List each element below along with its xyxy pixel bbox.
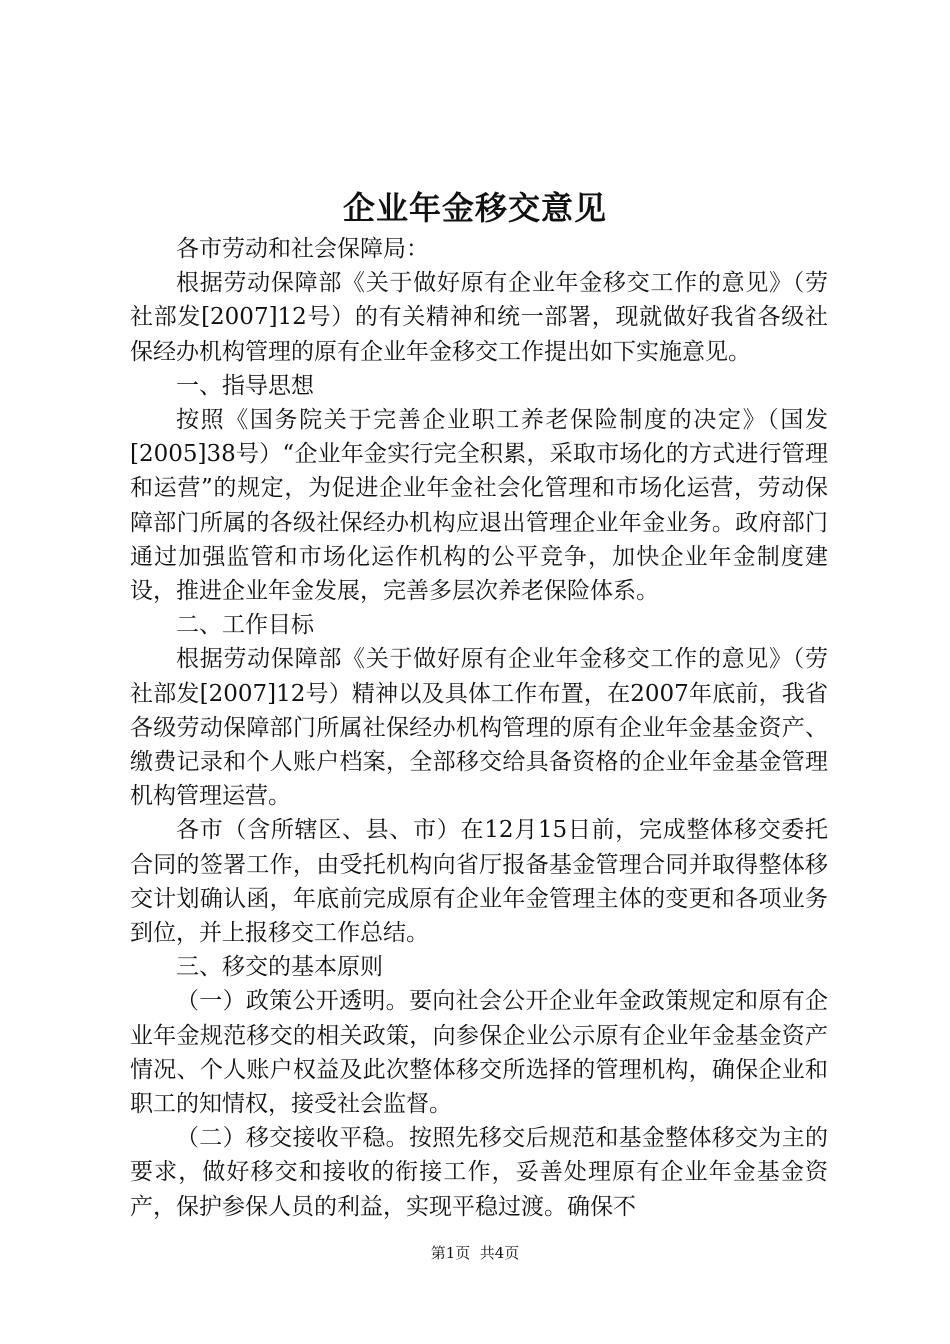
paragraph-guiding-ideology: 按照《国务院关于完善企业职工养老保险制度的决定》（国发[2005]38号）“企业年金实行完全积累，采取市场化的方式进行管理和运营”的规定，为促进企业年金社会化管理和市场化运营，劳动保障部门所属的各级社保经办机构应退出管理企业年金业务。政府部门通过加强监管和市场化运作机构的公平竞争，加快企业年金制度建设，推进企业年金发展，完善多层次养老保险体系。 — [130, 407, 828, 605]
page-footer — [0, 1242, 950, 1264]
page-number: 第1页 共4页 — [430, 1244, 520, 1262]
section-heading-work-goals: 二、工作目标 — [176, 612, 314, 639]
paragraph-principle-2: （二）移交接收平稳。按照先移交后规范和基金整体移交为主的要求，做好移交和接收的衔接工作，妥善处理原有企业年金基金资产，保护参保人员的利益，实现平稳过渡。确保不 — [130, 1125, 828, 1220]
paragraph-principle-1: （一）政策公开透明。要向社会公开企业年金政策规定和原有企业年金规范移交的相关政策，向参保企业公示原有企业年金基金资产情况、个人账户权益及此次整体移交所选择的管理机构，确保企业和职工的知情权，接受社会监督。 — [130, 988, 828, 1118]
section-heading-guiding-ideology: 一、指导思想 — [176, 372, 314, 399]
section-heading-basic-principles: 三、移交的基本原则 — [176, 954, 383, 981]
salutation: 各市劳动和社会保障局： — [176, 236, 429, 262]
paragraph-work-goals: 根据劳动保障部《关于做好原有企业年金移交工作的意见》（劳社部发[2007]12号）精神以及具体工作布置，在2007年底前，我省各级劳动保障部门所属社保经办机构管理的原有企业年金基金资产、缴费记录和个人账户档案，全部移交给具备资格的企业年金基金管理机构管理运营。 — [130, 646, 828, 810]
paragraph-deadlines: 各市（含所辖区、县、市）在12月15日前，完成整体移交委托合同的签署工作，由受托机构向省厅报备基金管理合同并取得整体移交计划确认函，年底前完成原有企业年金管理主体的变更和各项业务到位，并上报移交工作总结。 — [130, 817, 828, 947]
document-body — [130, 232, 828, 1224]
intro-paragraph: 根据劳动保障部《关于做好原有企业年金移交工作的意见》（劳社部发[2007]12号）的有关精神和统一部署，现就做好我省各级社保经办机构管理的原有企业年金移交工作提出如下实施意见。 — [130, 270, 828, 365]
document-title: 企业年金移交意见 — [342, 189, 607, 227]
